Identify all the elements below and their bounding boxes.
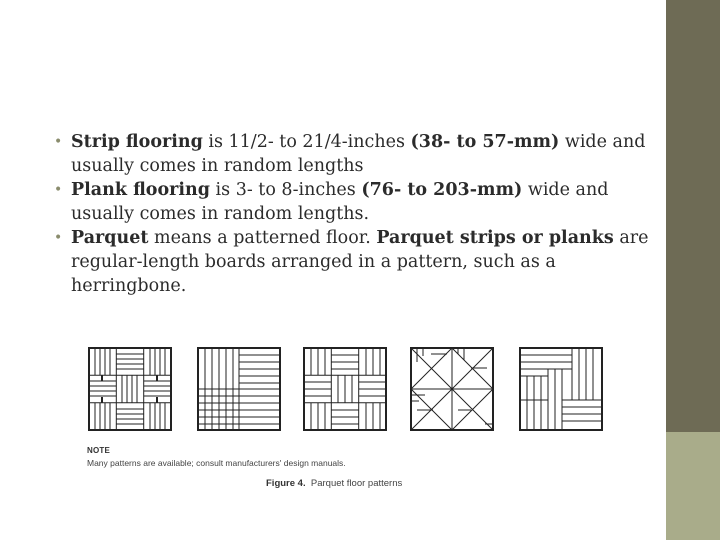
bullet-bold-text: (38- to 57-mm) — [410, 132, 560, 152]
parquet-figure — [80, 342, 643, 504]
sidebar-accent-light — [666, 432, 720, 540]
parquet-patterns — [80, 342, 643, 442]
bullet-item — [54, 178, 654, 226]
bullet-text: is 3- to 8-inches — [209, 180, 362, 200]
figure-caption-text: Parquet floor patterns — [310, 478, 403, 489]
bullet-bold-text: Parquet — [71, 228, 149, 248]
parquet-pattern-2-icon — [198, 348, 280, 430]
bullet-marker: • — [54, 134, 63, 150]
bullet-bold-text: Strip flooring — [71, 132, 203, 152]
bullet-marker: • — [54, 230, 63, 246]
bullet-text: means a patterned floor. — [148, 228, 377, 248]
bullet-bold-text: Parquet strips or planks — [376, 228, 614, 248]
bullet-bold-text: (76- to 203-mm) — [361, 180, 523, 200]
figure-caption-label: Figure 4. — [266, 478, 306, 489]
bullet-marker: • — [54, 182, 63, 198]
bullet-item — [54, 226, 654, 298]
bullet-text: wide and usually comes in random lengths — [71, 132, 646, 176]
parquet-pattern-5-icon — [520, 348, 602, 430]
bullet-list — [54, 130, 654, 298]
parquet-pattern-1-icon — [89, 348, 171, 430]
parquet-pattern-4-icon — [411, 348, 493, 430]
figure-caption — [266, 478, 402, 489]
bullet-text: are regular-length boards arranged in a pattern, such as a herringbone. — [71, 228, 649, 296]
bullet-bold-text: Plank flooring — [71, 180, 210, 200]
bullet-item — [54, 130, 654, 178]
parquet-pattern-3-icon — [304, 348, 386, 430]
bullet-text: wide and usually comes in random lengths. — [71, 180, 609, 224]
sidebar-accent-dark — [666, 0, 720, 432]
figure-note-text: Many patterns are available; consult manufacturers' design manuals. — [87, 458, 346, 468]
figure-note-title: NOTE — [87, 446, 111, 455]
bullet-text: is 11/2- to 21/4-inches — [202, 132, 411, 152]
